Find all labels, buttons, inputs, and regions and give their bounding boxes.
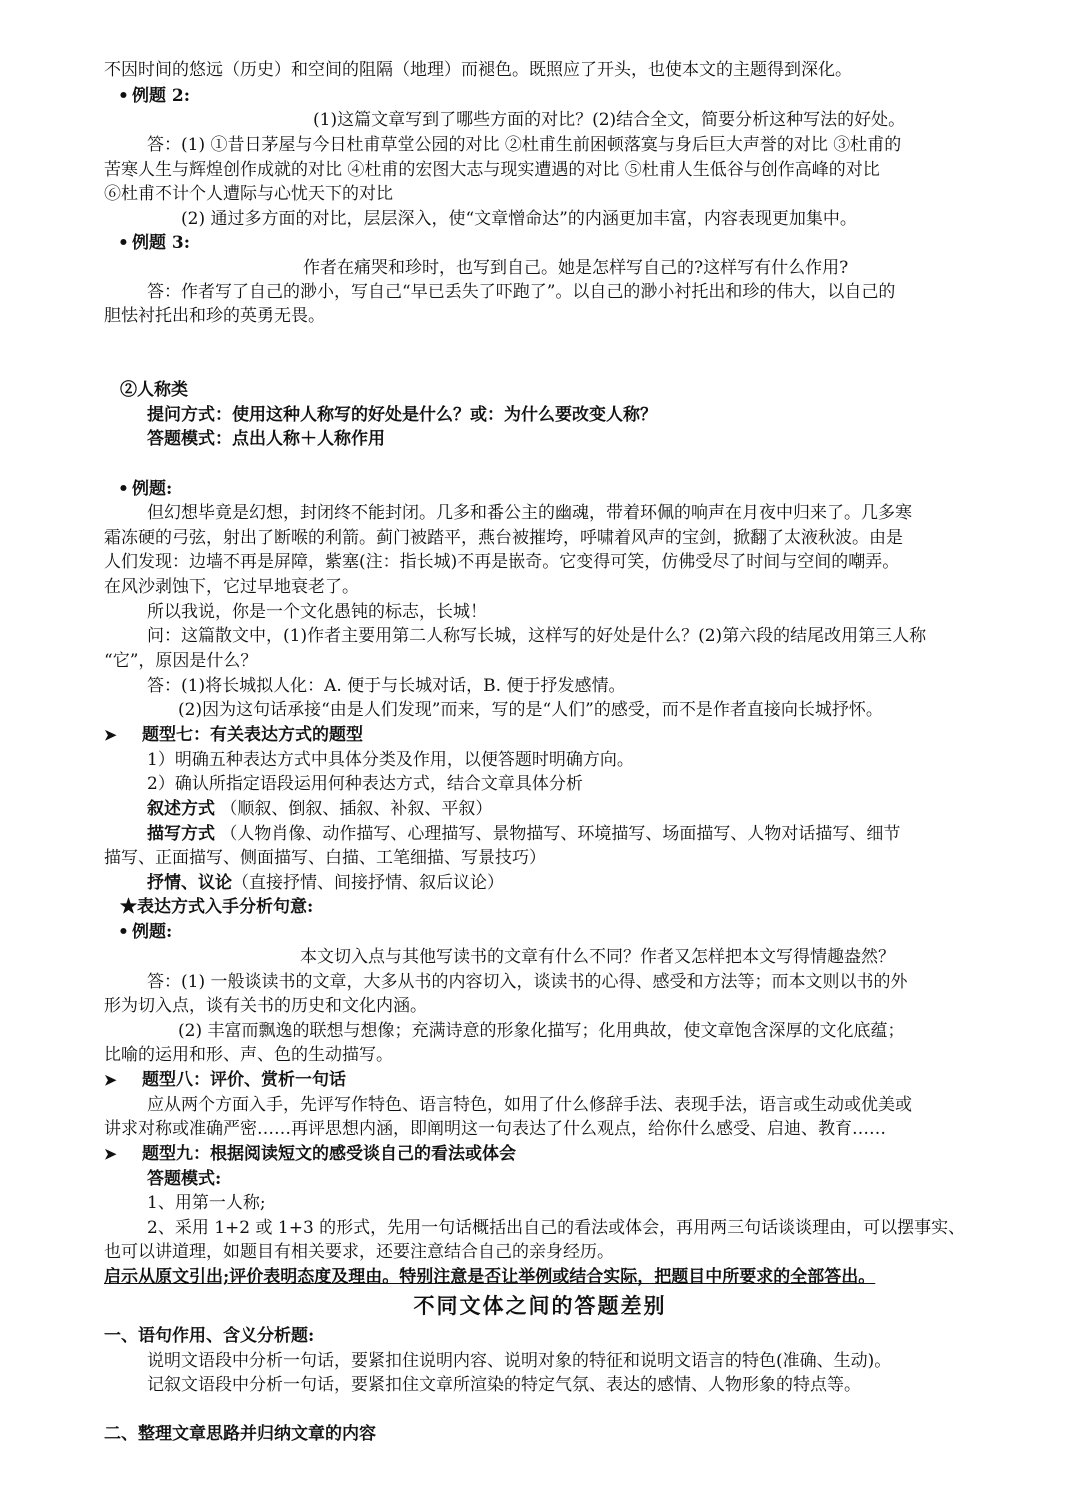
answer-text: 答：(1) 一般谈读书的文章，大多从书的内容切入，谈读书的心得、感受和方法等；而本文则以书的外 — [147, 972, 908, 992]
answer-pattern: 答题模式：点出人称＋人称作用 — [147, 429, 385, 449]
example-label: 例题 3: — [132, 233, 191, 253]
arrow-bullet-icon: ➤ — [104, 1071, 117, 1089]
passage-text: 人们发现：边墙不再是屏障，紫塞(注：指长城)不再是嵌奇。它变得可笑，仿佛受尽了时间与空间的嘲弄。 — [104, 552, 900, 572]
term-detail: （直接抒情、间接抒情、叙后议论） — [232, 873, 504, 893]
example-label: 例题 2: — [132, 86, 191, 106]
term-detail: （顺叙、倒叙、插叙、补叙、平叙） — [220, 799, 493, 819]
passage-text: 所以我说，你是一个文化愚钝的标志，长城！ — [147, 602, 487, 622]
section-heading: ②人称类 — [120, 380, 188, 400]
bullet-icon: • — [118, 233, 129, 253]
bullet-icon: • — [118, 86, 129, 106]
term-label: 描写方式 — [147, 824, 215, 844]
term-label: 抒情、议论 — [147, 873, 232, 893]
subsection-heading: ★表达方式入手分析句意: — [120, 897, 314, 917]
answer-text: (2) 丰富而飘逸的联想与想像；充满诗意的形象化描写；化用典故，使文章饱含深厚的文化底蕴； — [178, 1021, 905, 1041]
section-heading: 二、整理文章思路并归纳文章的内容 — [104, 1424, 376, 1444]
example-label: 例题: — [132, 479, 173, 499]
page-title: 不同文体之间的答题差别 — [413, 1293, 667, 1318]
answer-text: 苦寒人生与辉煌创作成就的对比 ④杜甫的宏图大志与现实遭遇的对比 ⑤杜甫人生低谷与创作高峰的对比 — [104, 160, 880, 180]
question-type-heading: 题型九：根据阅读短文的感受谈自己的看法或体会 — [142, 1144, 516, 1164]
question-text: 问：这篇散文中，(1)作者主要用第二人称写长城，这样写的好处是什么？(2)第六段的结尾改用第三人称 — [147, 626, 927, 646]
paragraph-text: 记叙文语段中分析一句话，要紧扣住文章所渲染的特定气氛、表达的感情、人物形象的特点等。 — [147, 1375, 861, 1395]
text-line: 不因时间的悠远（历史）和空间的阻隔（地理）而褪色。既照应了开头，也使本文的主题得到深化。 — [104, 60, 852, 80]
answer-text: 比喻的运用和形、声、色的生动描写。 — [104, 1045, 393, 1065]
emphasis-note: 启示从原文引出;评价表明态度及理由。特别注意是否让举例或结合实际，把题目中所要求的全部答出。 — [104, 1267, 876, 1287]
answer-text: 形为切入点，谈有关书的历史和文化内涵。 — [104, 996, 427, 1016]
list-item — [147, 822, 1000, 846]
bullet-icon: • — [118, 922, 129, 942]
passage-text: 在风沙剥蚀下，它过早地衰老了。 — [104, 577, 359, 597]
passage-text: 霜冻硬的弓弦，射出了断喉的利箭。蓟门被踏平，燕台被摧垮，呼啸着风声的宝剑，掀翻了太液秋波。由是 — [104, 528, 903, 548]
answer-text: (2)因为这句话承接“由是人们发现”而来，写的是“人们”的感受，而不是作者直接向长城抒怀。 — [178, 700, 883, 720]
list-item — [147, 797, 1000, 821]
question-text: 本文切入点与其他写读书的文章有什么不同？作者又怎样把本文写得情趣盎然？ — [300, 947, 895, 967]
list-item: 也可以讲道理，如题目有相关要求，还要注意结合自己的亲身经历。 — [104, 1242, 614, 1262]
list-item — [147, 871, 1000, 895]
paragraph-text: 说明文语段中分析一句话，要紧扣住说明内容、说明对象的特征和说明文语言的特色(准确、生动)。 — [147, 1351, 892, 1371]
term-detail: （人物肖像、动作描写、心理描写、景物描写、环境描写、场面描写、人物对话描写、细节 — [220, 824, 901, 844]
question-text: “它”，原因是什么？ — [104, 651, 258, 671]
question-type-heading: 题型八：评价、赏析一句话 — [142, 1070, 346, 1090]
arrow-bullet-icon: ➤ — [104, 726, 117, 744]
paragraph-text: 讲求对称或准确严密……再评思想内涵，即阐明这一句表达了什么观点，给你什么感受、启迪、教育…… — [104, 1119, 886, 1139]
bullet-icon: • — [118, 479, 129, 499]
list-item: 1）明确五种表达方式中具体分类及作用，以便答题时明确方向。 — [147, 750, 634, 770]
answer-text: 胆怯衬托出和珍的英勇无畏。 — [104, 306, 325, 326]
example-label: 例题: — [132, 922, 173, 942]
list-item: 2）确认所指定语段运用何种表达方式，结合文章具体分析 — [147, 774, 583, 794]
list-item: 2、采用 1+2 或 1+3 的形式，先用一句话概括出自己的看法或体会，再用两三句话谈谈理由，可以摆事实、 — [147, 1218, 966, 1238]
list-item: 描写、正面描写、侧面描写、白描、工笔细描、写景技巧） — [104, 848, 546, 868]
term-label: 叙述方式 — [147, 799, 215, 819]
arrow-bullet-icon: ➤ — [104, 1145, 117, 1163]
answer-pattern: 答题模式: — [147, 1169, 222, 1189]
paragraph-text: 应从两个方面入手，先评写作特色、语言特色，如用了什么修辞手法、表现手法，语言或生动或优美或 — [147, 1095, 912, 1115]
question-text: 作者在痛哭和珍时，也写到自己。她是怎样写自己的?这样写有什么作用? — [303, 258, 849, 278]
answer-text: 答：(1)将长城拟人化：A. 便于与长城对话，B. 便于抒发感情。 — [147, 676, 626, 696]
list-item: 1、用第一人称; — [147, 1193, 266, 1213]
question-type-heading: 题型七：有关表达方式的题型 — [142, 725, 363, 745]
section-heading: 一、语句作用、含义分析题: — [104, 1326, 315, 1346]
answer-text: ⑥杜甫不计个人遭际与心忧天下的对比 — [104, 184, 393, 204]
question-method: 提问方式：使用这种人称写的好处是什么？或：为什么要改变人称？ — [147, 405, 657, 425]
answer-text: 答：作者写了自己的渺小，写自己“早已丢失了吓跑了”。以自己的渺小衬托出和珍的伟大，以自己的 — [147, 282, 896, 302]
answer-text: 答：(1) ①昔日茅屋与今日杜甫草堂公园的对比 ②杜甫生前困顿落寞与身后巨大声誉的对比 ③杜甫的 — [147, 135, 902, 155]
answer-text: (2) 通过多方面的对比，层层深入，使“文章憎命达”的内涵更加丰富，内容表现更加集中。 — [181, 209, 857, 229]
question-text: (1)这篇文章写到了哪些方面的对比？(2)结合全文，简要分析这种写法的好处。 — [313, 110, 906, 130]
passage-text: 但幻想毕竟是幻想，封闭终不能封闭。几多和番公主的幽魂，带着环佩的响声在月夜中归来了。几多寒 — [147, 503, 912, 523]
